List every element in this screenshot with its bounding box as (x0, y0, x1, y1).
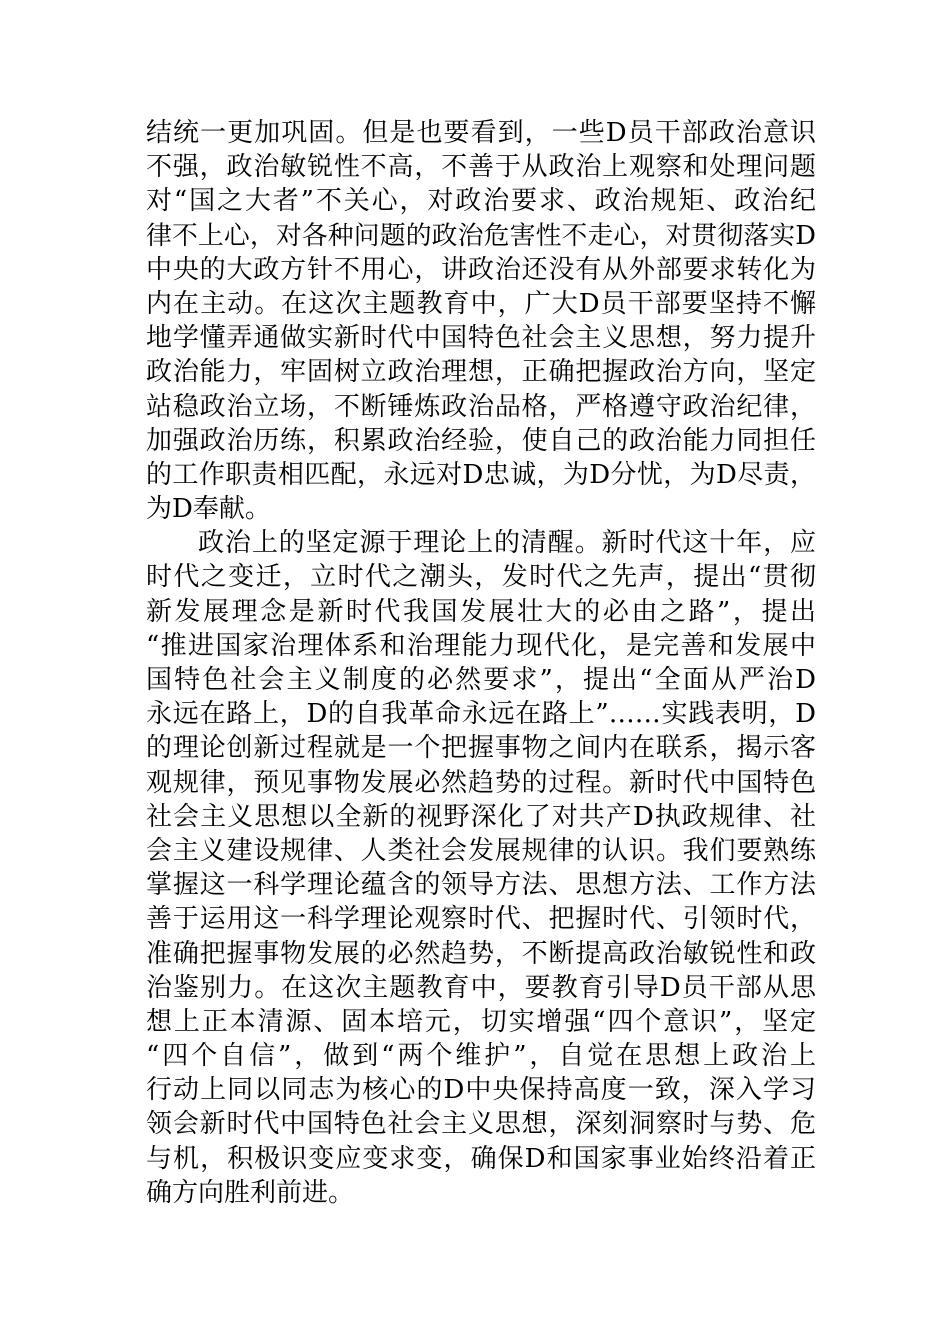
document-page (146, 116, 816, 1210)
text-line: “四个自信”，做到“两个维护”，自觉在思想上政治上 (146, 1041, 816, 1072)
text-line: “推进国家治理体系和治理能力现代化，是完善和发展中 (146, 630, 816, 661)
text-line: 想上正本清源、固本培元，切实增强“四个意识”，坚定 (146, 1006, 816, 1037)
text-line: 不强，政治敏锐性不高，不善于从政治上观察和处理问题 (146, 152, 816, 183)
text-line: 确方向胜利前进。 (146, 1177, 355, 1208)
text-line: 善于运用这一科学理论观察时代、把握时代、引领时代， (146, 904, 816, 935)
paragraph-2 (146, 526, 816, 1210)
text-line: 永远在路上，D的自我革命永远在路上”……实践表明，D (146, 699, 816, 730)
text-line: 的工作职责相匹配，永远对D忠诚，为D分忧，为D尽责， (146, 459, 816, 490)
text-line: 时代之变迁，立时代之潮头，发时代之先声，提出“贯彻 (146, 562, 816, 593)
text-line: 领会新时代中国特色社会主义思想，深刻洞察时与势、危 (146, 1109, 816, 1140)
text-line: 的理论创新过程就是一个把握事物之间内在联系，揭示客 (146, 733, 816, 764)
text-line: 观规律，预见事物发展必然趋势的过程。新时代中国特色 (146, 767, 816, 798)
text-line: 内在主动。在这次主题教育中，广大D员干部要坚持不懈 (146, 288, 816, 319)
text-line: 政治上的坚定源于理论上的清醒。新时代这十年，应 (198, 528, 816, 559)
text-line: 律不上心，对各种问题的政治危害性不走心，对贯彻落实D (146, 220, 816, 251)
text-line: 行动上同以同志为核心的D中央保持高度一致，深入学习 (146, 1075, 816, 1106)
text-line: 准确把握事物发展的必然趋势，不断提高政治敏锐性和政 (146, 938, 816, 969)
text-line: 社会主义思想以全新的视野深化了对共产D执政规律、社 (146, 801, 816, 832)
text-line: 加强政治历练，积累政治经验，使自己的政治能力同担任 (146, 425, 816, 456)
paragraph-1 (146, 116, 816, 526)
text-line: 结统一更加巩固。但是也要看到，一些D员干部政治意识 (146, 118, 816, 148)
text-line: 站稳政治立场，不断锤炼政治品格，严格遵守政治纪律， (146, 391, 816, 422)
text-line: 中央的大政方针不用心，讲政治还没有从外部要求转化为 (146, 254, 816, 285)
text-line: 对“国之大者”不关心，对政治要求、政治规矩、政治纪 (146, 186, 816, 217)
text-line: 国特色社会主义制度的必然要求”，提出“全面从严治D (146, 665, 816, 695)
text-line: 政治能力，牢固树立政治理想，正确把握政治方向，坚定 (146, 357, 816, 388)
text-line: 新发展理念是新时代我国发展壮大的必由之路”，提出 (146, 596, 816, 627)
text-line: 地学懂弄通做实新时代中国特色社会主义思想，努力提升 (146, 323, 816, 354)
text-line: 会主义建设规律、人类社会发展规律的认识。我们要熟练 (146, 835, 816, 866)
text-line: 为D奉献。 (146, 494, 271, 525)
text-line: 掌握这一科学理论蕴含的领导方法、思想方法、工作方法 (146, 870, 816, 901)
text-line: 治鉴别力。在这次主题教育中，要教育引导D员干部从思 (146, 972, 816, 1003)
text-line: 与机，积极识变应变求变，确保D和国家事业始终沿着正 (146, 1143, 816, 1174)
